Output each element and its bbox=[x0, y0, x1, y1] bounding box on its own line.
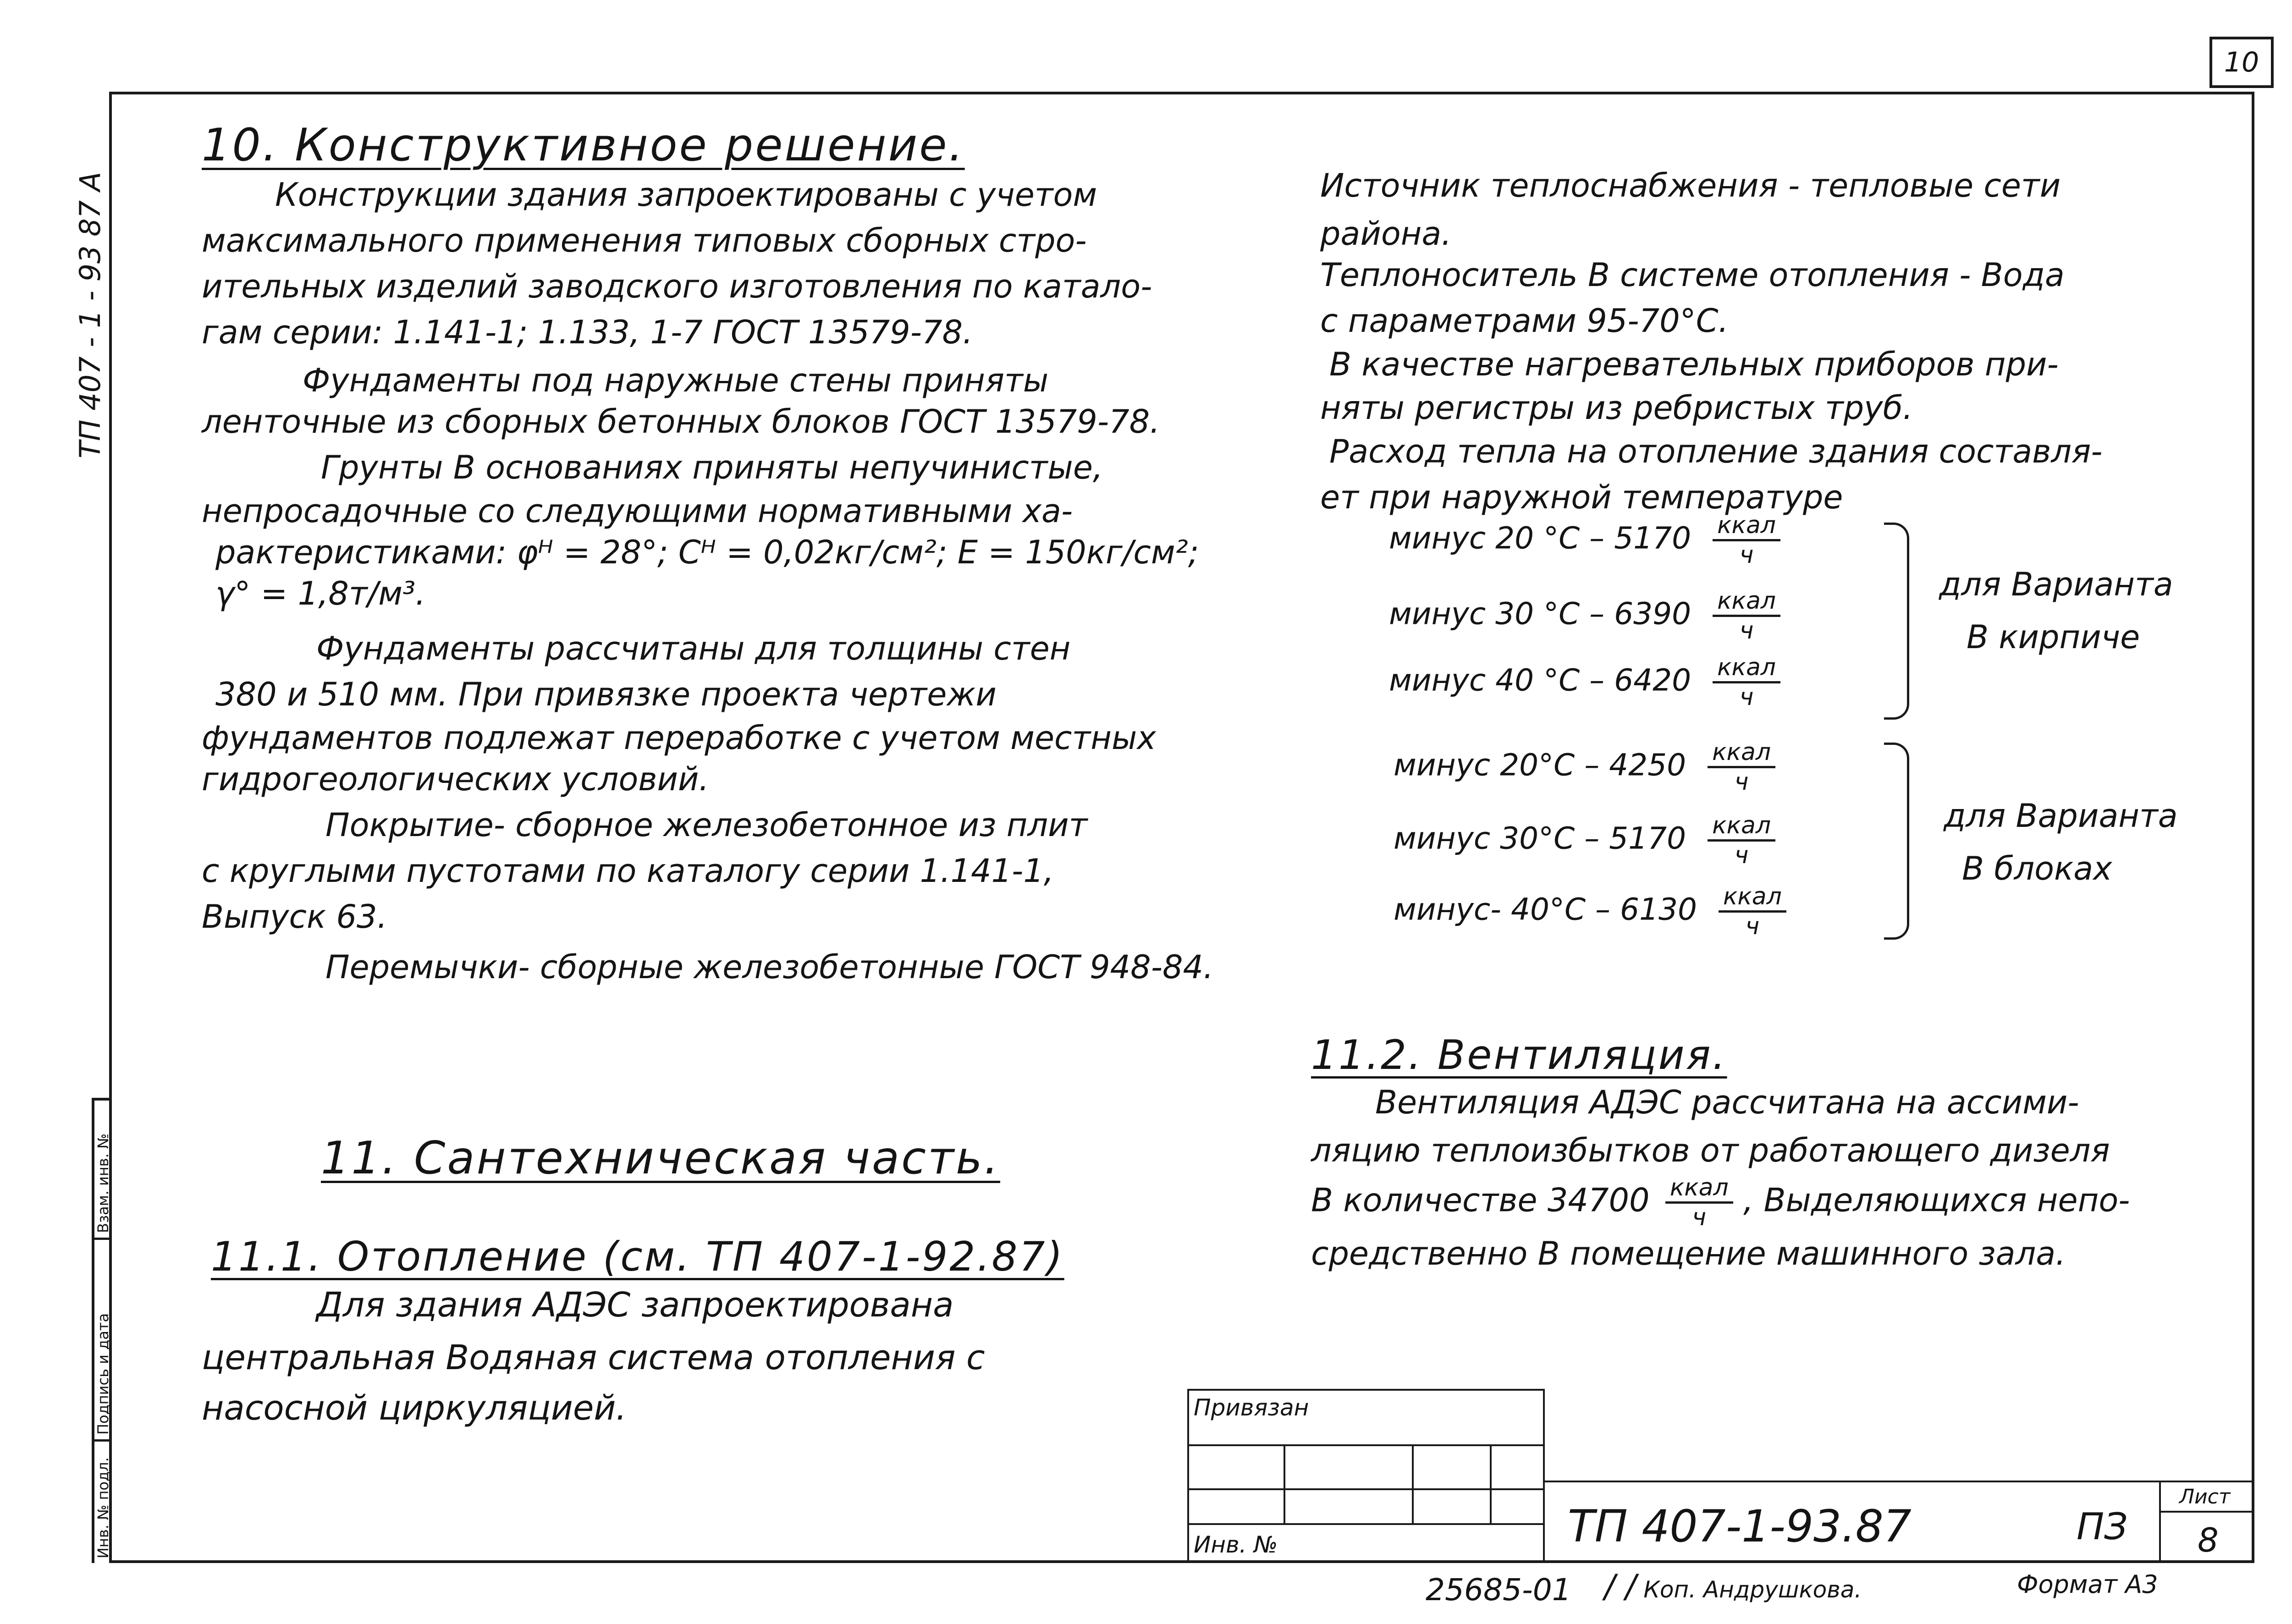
unit-denominator: ч bbox=[1734, 842, 1749, 869]
sheet-label: Лист bbox=[2179, 1485, 2231, 1508]
side-margin-div1 bbox=[92, 1238, 112, 1240]
unit-denominator: ч bbox=[1739, 683, 1754, 711]
side-margin-div2 bbox=[92, 1439, 112, 1442]
unit-denominator: ч bbox=[1692, 1204, 1707, 1231]
s11-1-line-1: Для здания АДЭС запроектирована bbox=[316, 1285, 954, 1325]
heat-row-blocks-2 bbox=[1394, 814, 1775, 867]
page-number: 10 bbox=[2224, 46, 2259, 78]
s10-line-4: гам серии: 1.141-1; 1.133, 1-7 ГОСТ 13579-78. bbox=[202, 314, 973, 351]
grid-cell-r1c3 bbox=[1412, 1444, 1492, 1490]
grid-cell-r2c3 bbox=[1412, 1488, 1492, 1525]
s10-line-13: фундаментов подлежат переработке с учетом местных bbox=[202, 719, 1156, 757]
section-11-2-heading: 11.2. Вентиляция. bbox=[1311, 1031, 1727, 1079]
r-line-5: В качестве нагревательных приборов при- bbox=[1329, 346, 2059, 383]
r-line-6: няты регистры из ребристых труб. bbox=[1320, 389, 1913, 427]
doc-type: ПЗ bbox=[2077, 1505, 2128, 1548]
s10-line-16: с круглыми пустотами по каталогу серии 1.141-1, bbox=[202, 852, 1054, 890]
footer-copier-mark: / / bbox=[1604, 1568, 1636, 1605]
grid-cell-r2c4 bbox=[1490, 1488, 1545, 1525]
s10-line-15: Покрытие- сборное железобетонное из плит bbox=[325, 806, 1088, 844]
s10-line-12: 380 и 510 мм. При привязке проекта чертежи bbox=[215, 676, 997, 713]
brick-note-2: В кирпиче bbox=[1967, 618, 2140, 656]
s10-line-17: Выпуск 63. bbox=[202, 898, 387, 936]
blocks-note-1: для Варианта bbox=[1944, 797, 2178, 835]
page-number-box bbox=[2209, 37, 2274, 88]
inv-cell bbox=[1187, 1523, 1545, 1563]
footer-copier-name: Коп. Андрушкова. bbox=[1643, 1576, 1862, 1603]
s10-line-5: Фундаменты под наружные стены приняты bbox=[303, 362, 1049, 399]
heat-row-unit bbox=[1719, 885, 1786, 938]
side-document-code: ТП 407 - 1 - 93 87 А bbox=[73, 171, 107, 458]
unit-numerator: ккал bbox=[1713, 589, 1780, 617]
grid-cell-r1c1 bbox=[1187, 1444, 1285, 1490]
vent-line-3 bbox=[1311, 1176, 2130, 1229]
unit-numerator: ккал bbox=[1719, 885, 1786, 913]
heat-row-label: минус 30 °С – 6390 bbox=[1389, 596, 1691, 632]
vent-line-4: средственно В помещение машинного зала. bbox=[1311, 1235, 2066, 1272]
unit-numerator: ккал bbox=[1713, 655, 1780, 683]
s10-line-2: максимального применения типовых сборных стро- bbox=[202, 222, 1087, 259]
side-label-vzam: Взам. инв. № bbox=[94, 1133, 112, 1233]
s11-1-line-3: насосной циркуляцией. bbox=[202, 1388, 627, 1428]
sheet-number-cell bbox=[2159, 1511, 2254, 1563]
unit-numerator: ккал bbox=[1708, 814, 1775, 842]
vent-line-1: Вентиляция АДЭС рассчитана на ассими- bbox=[1375, 1084, 2079, 1121]
heat-row-unit bbox=[1708, 814, 1775, 867]
side-label-inv-podl: Инв. № подл. bbox=[94, 1457, 112, 1558]
section-11-heading: 11. Сантехническая часть. bbox=[321, 1132, 1000, 1184]
s10-line-6: ленточные из сборных бетонных блоков ГОСТ 13579-78. bbox=[202, 403, 1160, 440]
grid-cell-r2c2 bbox=[1284, 1488, 1414, 1525]
r-line-7: Расход тепла на отопление здания составля- bbox=[1329, 433, 2103, 470]
side-margin-top bbox=[92, 1098, 112, 1101]
s10-line-11: Фундаменты рассчитаны для толщины стен bbox=[316, 630, 1071, 667]
footer-order-number: 25685-01 bbox=[1426, 1572, 1571, 1607]
s10-line-14: гидрогеологических условий. bbox=[202, 760, 709, 798]
unit-numerator: ккал bbox=[1665, 1176, 1733, 1204]
title-block bbox=[1187, 1389, 2254, 1563]
privyazan-label: Привязан bbox=[1194, 1394, 1309, 1421]
s10-line-1: Конструкции здания запроектированы с учетом bbox=[275, 176, 1097, 214]
inv-label: Инв. № bbox=[1194, 1531, 1278, 1558]
heat-row-unit bbox=[1708, 740, 1775, 794]
grid-cell-r1c2 bbox=[1284, 1444, 1414, 1490]
heat-row-label: минус 20°С – 4250 bbox=[1394, 747, 1686, 783]
heat-row-label: минус 20 °С – 5170 bbox=[1389, 520, 1691, 556]
r-line-8: ет при наружной температуре bbox=[1320, 479, 1843, 516]
doc-code: ТП 407-1-93.87 bbox=[1568, 1501, 1912, 1552]
heat-row-label: минус- 40°С – 6130 bbox=[1394, 892, 1697, 927]
vent-amount: В количестве 34700 bbox=[1311, 1181, 1650, 1219]
sheet-label-cell bbox=[2159, 1481, 2254, 1513]
vent-unit bbox=[1665, 1176, 1733, 1229]
heat-row-unit bbox=[1713, 589, 1780, 643]
s10-line-8: непросадочные со следующими нормативными ха- bbox=[202, 492, 1073, 530]
section-10-heading: 10. Конструктивное решение. bbox=[202, 119, 965, 171]
unit-denominator: ч bbox=[1745, 913, 1760, 940]
heat-row-unit bbox=[1713, 655, 1780, 709]
footer-copier bbox=[1604, 1568, 1862, 1605]
r-line-4: с параметрами 95-70°С. bbox=[1320, 302, 1729, 340]
s10-line-3: ительных изделий заводского изготовления по катало- bbox=[202, 268, 1152, 305]
unit-numerator: ккал bbox=[1713, 513, 1780, 541]
footer-format: Формат А3 bbox=[2017, 1570, 2158, 1599]
brace-blocks bbox=[1884, 743, 1909, 940]
s10-line-7: Грунты В основаниях приняты непучинистые, bbox=[321, 449, 1103, 486]
heat-row-brick-1 bbox=[1389, 513, 1780, 567]
unit-numerator: ккал bbox=[1708, 740, 1775, 768]
sheet-number: 8 bbox=[2198, 1521, 2219, 1559]
vent-line-2: ляцию теплоизбытков от работающего дизеля bbox=[1311, 1132, 2110, 1169]
unit-denominator: ч bbox=[1734, 768, 1749, 796]
heat-row-unit bbox=[1713, 513, 1780, 567]
heat-row-blocks-1 bbox=[1394, 740, 1775, 794]
vent-amount-suffix: , Выделяющихся непо- bbox=[1743, 1181, 2130, 1219]
doc-code-cell bbox=[1543, 1481, 2161, 1563]
brick-note-1: для Варианта bbox=[1939, 566, 2173, 603]
blocks-note-2: В блоках bbox=[1962, 850, 2112, 887]
r-line-2: района. bbox=[1320, 215, 1452, 253]
grid-cell-r1c4 bbox=[1490, 1444, 1545, 1490]
r-line-1: Источник теплоснабжения - тепловые сети bbox=[1320, 167, 2061, 204]
heat-row-brick-3 bbox=[1389, 655, 1780, 709]
unit-denominator: ч bbox=[1739, 617, 1754, 644]
heat-row-brick-2 bbox=[1389, 589, 1780, 643]
s10-line-9: рактеристиками: φᴴ = 28°; Cᴴ = 0,02кг/см²; E = 150кг/см²; bbox=[215, 534, 1199, 571]
section-11-1-heading: 11.1. Отопление (см. ТП 407-1-92.87) bbox=[211, 1233, 1064, 1280]
r-line-3: Теплоноситель В системе отопления - Вода bbox=[1320, 256, 2065, 294]
brace-brick bbox=[1884, 523, 1909, 720]
s10-line-10: γ° = 1,8т/м³. bbox=[215, 575, 426, 612]
heat-row-label: минус 40 °С – 6420 bbox=[1389, 662, 1691, 698]
grid-cell-r2c1 bbox=[1187, 1488, 1285, 1525]
s10-line-18: Перемычки- сборные железобетонные ГОСТ 948-84. bbox=[325, 948, 1214, 986]
heat-row-label: минус 30°С – 5170 bbox=[1394, 820, 1686, 856]
side-label-podpis: Подпись и дата bbox=[94, 1313, 112, 1435]
s11-1-line-2: центральная Водяная система отопления с bbox=[202, 1338, 985, 1377]
heat-row-blocks-3 bbox=[1394, 885, 1786, 938]
privyazan-cell bbox=[1187, 1389, 1545, 1446]
unit-denominator: ч bbox=[1739, 541, 1754, 569]
